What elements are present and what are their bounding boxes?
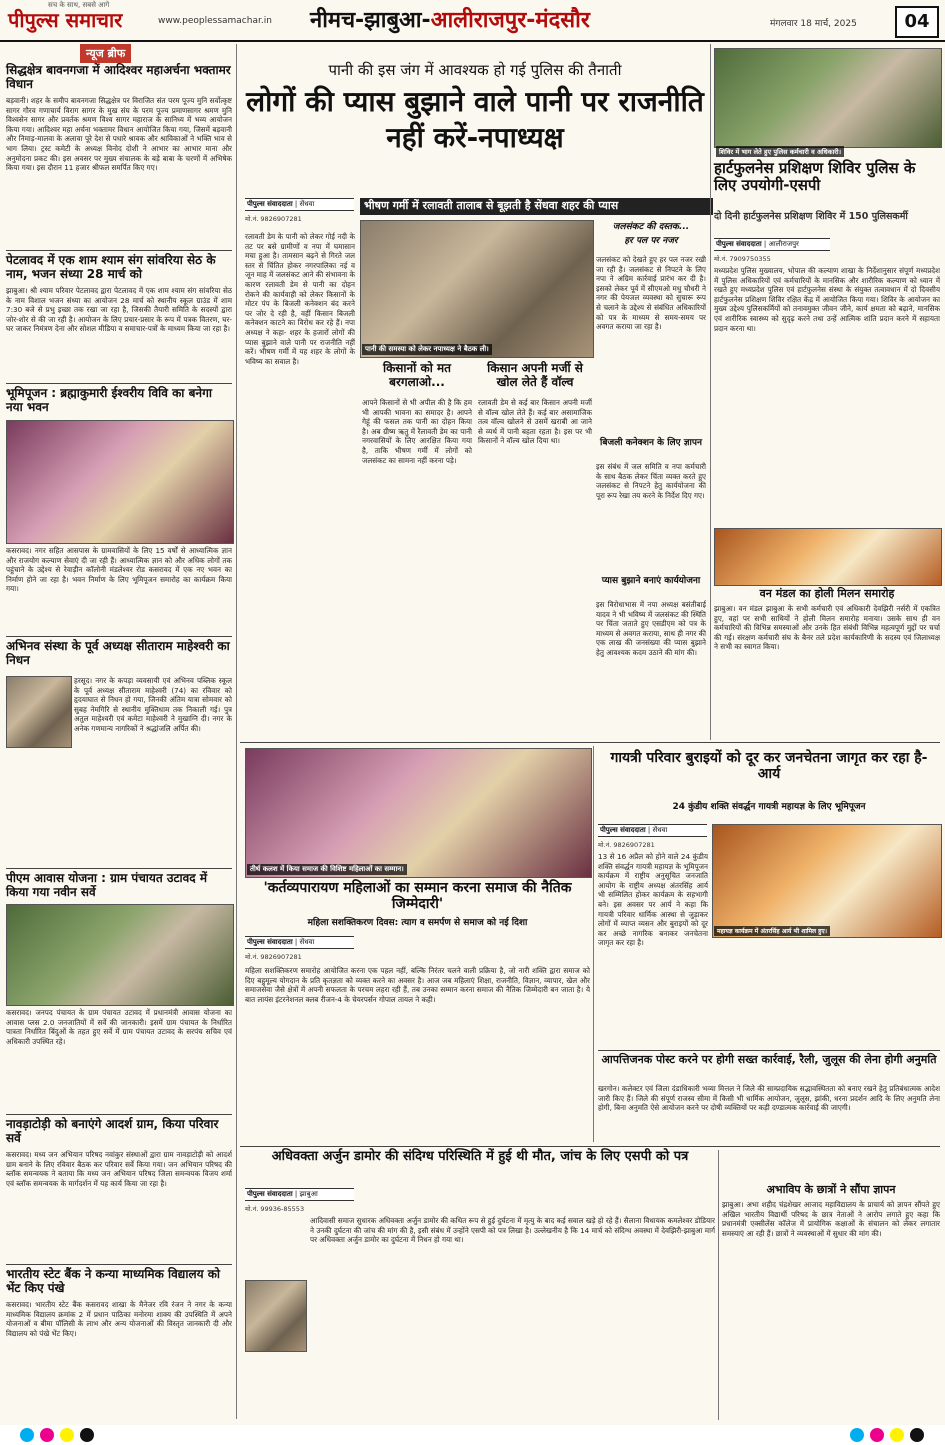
survey-photo	[6, 904, 234, 1006]
column-divider	[236, 44, 237, 1419]
bhumipujan-photo	[6, 420, 234, 544]
brand-tagline: सच के साथ, सबसे आगे	[48, 1, 110, 9]
black-mark	[80, 1428, 94, 1442]
website-url: www.peoplessamachar.in	[158, 16, 272, 26]
box1-body: आपने किसानों से भी अपील की है कि हम भी आपकी भावना का समादर है। आपने गेहूं की फसल तक पानी का दोहन किया है। अब ग्रीष्म ऋतु में रैलावती डेम का पानी नगरवासियों के लिए आरक्षित किया गया है, ताकि भीषण गर्मी में लोगों को जलसंकट का सामना नहीं करना पड़े।	[362, 398, 472, 465]
heartfulness-subhead: दो दिनी हार्टफुलनेस प्रशिक्षण शिविर में 150 पुलिसकर्मी	[714, 211, 908, 222]
black-mark	[910, 1428, 924, 1442]
gayatri-byline-author: पीपुल्स संवाददाता	[600, 826, 646, 834]
divider	[6, 868, 232, 869]
divider	[598, 1050, 940, 1051]
heartfulness-byline: पीपुल्स संवाददाता | आलीराजपुर	[714, 238, 830, 251]
abvp-body: झाबुआ। अभा शहीद चंद्रशेखर आजाद महाविद्यालय के प्राचार्य को ज्ञापन सौंपते हुए अखिल भारतीय विद्यार्थी परिषद के छात्र नेताओं ने आरोप लगाते हुए कहा कि प्रधानमंत्री एक्सीलेंस कॉलेज में प्रायोगिक कक्षाओं के संचालन को लेकर लगातार समस्याएं आ रही हैं। छात्रों ने व्यवस्थाओं में सुधार की मांग की।	[722, 1200, 940, 1238]
lead-subhead: भीषण गर्मी में रलावती तालाब से बूझती है सेंधवा शहर की प्यास	[360, 198, 713, 215]
lawyer-byline-place: झाबुआ	[299, 1190, 318, 1198]
heartfulness-headline: हार्टफुलनेस प्रशिक्षण शिविर पुलिस के लिए उपयोगी-एसपी	[714, 159, 916, 195]
region-title-part2: आलीराजपुर-मंदसौर	[430, 8, 590, 33]
divider	[6, 383, 232, 384]
gayatri-byline-place: सेंधवा	[652, 826, 668, 834]
holi-photo	[714, 528, 942, 586]
divider	[240, 742, 940, 743]
lead-body-b: जलसंकट को देखते हुए हर पल नजर रखी जा रही है। जलसंकट से निपटने के लिए नपा ने अग्रिम कार्रवाई प्रारंभ कर दी है। इसको लेकर पूर्व में सीएमओ मधु चौधरी ने नगर की पेयजल व्यवस्था को सुचारू रूप से चलाने के उद्देश्य से संबंधित अधिकारियों को पत्र के माध्यम से समय-समय पर अवगत कराया जा रहा है।	[596, 255, 706, 332]
brief-3-headline: भूमिपूजन : ब्रह्माकुमारी ईश्वरीय विवि का बनेगा नया भवन	[6, 386, 212, 414]
heartfulness-body: मध्यप्रदेश पुलिस मुख्यालय, भोपाल की कल्याण शाखा के निर्देशानुसार संपूर्ण मध्यप्रदेश में पुलिस अधिकारियों एवं कर्मचारियों के मानसिक और शारीरिक कल्याण को ध्यान में रखते हुए मध्यप्रदेश पुलिस एवं हार्टफुलनेस संस्था के संयुक्त तत्वावधान में दो दिवसीय हार्टफुलनेस प्रशिक्षण शिविर रक्षित केंद्र में आयोजित किया गया। शिविर के आयोजन का मुख्य उद्देश्य पुलिसकर्मियों को तनावमुक्त जीवन जीने, कार्य क्षमता को बढ़ाने, मानसिक एवं शारीरिक स्वास्थ्य को सुदृढ़ करने तथा उन्हें आत्मिक शांति प्रदान करने में सहायता प्रदान करना था।	[714, 266, 940, 333]
lawyer-body: आदिवासी समाज सुधारक अधिवक्ता अर्जुन डामोर की कथित रूप से हुई दुर्घटना में मृत्यु के बाद कई सवाल खड़े हो रहे हैं। सैलाना विधायक कमलेश्वर डोडियार ने उनकी दुर्घटना की जांच की मांग की है, इसी संबंध में उन्होंने एसपी को पत्र लिखा है। उल्लेखनीय है कि 14 मार्च को संदिग्ध अवस्था में देवझिरी-झाबुआ मार्ग पर अधिवक्ता अर्जुन डामोर का दुर्घटना में निधन हो गया था।	[310, 1216, 715, 1245]
cyan-mark	[850, 1428, 864, 1442]
divider	[6, 1114, 232, 1115]
box4-title: प्यास बुझाने बनाएं कार्ययोजना	[601, 576, 701, 586]
brief-4-body: हरसूद। नगर के कपड़ा व्यवसायी एवं अभिनव पब्लिक स्कूल के पूर्व अध्यक्ष सीताराम माहेश्वरी (74) का रविवार को हृदयाघात से निधन हो गया, जिनकी अंतिम यात्रा सोमवार को सुबह नेमगिरि से स्थानीय मुक्तिधाम तक निकाली गई। पुत्र अतुल माहेश्वरी एवं कमेटा माहेश्वरी ने मुखाग्नि दी। नगर के अनेक गणमान्य नागरिकों ने श्रद्धांजलि अर्पित की।	[74, 676, 232, 733]
region-title	[310, 4, 590, 34]
women-byline: पीपुल्स संवाददाता | सेंधवा	[245, 936, 354, 949]
women-subhead: महिला सशक्तिकरण दिवस: त्याग व समर्पण से समाज को नई दिशा	[307, 918, 528, 928]
gayatri-byline: पीपुल्स संवाददाता | सेंधवा	[598, 824, 707, 837]
brief-7-body: कसरावद। भारतीय स्टेट बैंक कसरावद शाखा के मैनेजर रवि रंजन ने नगर के कन्या माध्यमिक विद्यालय क्रमांक 2 में प्रधान पाठिका मनोरमा शाक्य की उपस्थिति में अपने योजनाओं व बीमा पॉलिसी के लाभ और अन्य योजनाओं की विस्तृत जानकारी दी और विद्यालय को पंखे भेंट किए।	[6, 1300, 232, 1338]
lead-headline: लोगों की प्यास बुझाने वाले पानी पर राजनीति नहीं करें-नपाध्यक्ष	[246, 85, 704, 155]
gayatri-photo	[712, 824, 942, 938]
brief-2-headline: पेटलावद में एक शाम श्याम संग सांवरिया सेठ के नाम, भजन संध्या 28 मार्च को	[6, 253, 216, 281]
brief-1-headline: सिद्धक्षेत्र बावनगजा में आदिश्वर महाअर्चना भक्तामर विधान	[6, 63, 231, 91]
yellow-mark	[60, 1428, 74, 1442]
newspaper-logo: पीपुल्स समाचार	[8, 8, 123, 32]
gayatri-photo-caption: महायज्ञ कार्यक्रम में अंतरसिंह आर्य भी शामिल हुए।	[714, 926, 830, 936]
lead-body-a: रलावती डेम के पानी को लेकर गोई नदी के तट पर बसे ग्रामीणों व नपा में घमासान मचा हुआ है। तामसान बढ़ने से गिरते जल स्तर से चिंतित होकर नगरपालिका नई व जून माह में जलसंकट आने की संभावना के कारण रलावती डेम से पानी का दोहन रोकने की कार्यवाही को लेकर किसानों के मोटर पंप के बिजली कनेक्शन बंद करने पर जोर दे रही है, वहीं किसान बिजली कनेक्शन काटने का विरोध कर रहे हैं। नपा अध्यक्ष ने कहा- शहर के हजारों लोगों की प्यास बुझाने वाले पानी पर राजनीति नहीं करें। भीषण गर्मी में यह शहर के लोगों के भविष्य का सवाल है।	[245, 232, 355, 366]
brief-6-headline: नावड़ाटोड़ी को बनाएंगे आदर्श ग्राम, किया परिवार सर्वे	[6, 1117, 219, 1145]
column-divider	[593, 746, 594, 1142]
women-honor-photo	[245, 748, 592, 878]
box2-title: किसान अपनी मर्जी से खोल लेते हैं वॉल्व	[487, 361, 583, 389]
notice-body: खरगोन। कलेक्टर एवं जिला दंडाधिकारी भव्या मित्तल ने जिले की साम्प्रदायिक सद्भावस्थितता को बनाए रखने हेतु प्रतिबंधात्मक आदेश जारी किए हैं। जिले की संपूर्ण राजस्व सीमा में किसी भी धार्मिक आयोजन, जुलूस, झांकी, धरना प्रदर्शन आदि के लिए अनुमति लेना होगी, बिना अनुमति ऐसे आयोजन करने पर दोषी व्यक्तियों पर कड़ी दण्डात्मक कार्रवाई की जाएगी।	[598, 1084, 940, 1113]
notice-headline: आपत्तिजनक पोस्ट करने पर होगी सख्त कार्रवाई, रैली, जुलूस की लेना होगी अनुमति	[601, 1053, 937, 1066]
divider	[6, 250, 232, 251]
women-photo-caption: तीर्थ कलश में किया समाज की विशिष्ट महिलाओं का सम्मान।	[247, 864, 407, 875]
holi-body: झाबुआ। वन मंडल झाबुआ के सभी कर्मचारी एवं अधिकारी देवझिरी नर्सरी में एकत्रित हुए, वहां पर सभी साथियों ने होली मिलन समारोह मनाया। उसके साथ ही वन कर्मचारियों की विभिन्न समस्याओं और उनके हित संबंधी विभिन्न महत्वपूर्ण मुद्दों पर चर्चा की गई। संरक्षण कर्मचारी संघ के बैनर तले प्रदेश कार्यकारिणी के सदस्य एवं जिलाध्यक्ष ने सभी का स्वागत किया।	[714, 604, 940, 652]
heartfulness-byline-author: पीपुल्स संवाददाता	[716, 240, 762, 248]
page-number: 04	[895, 6, 939, 38]
heartfulness-photo	[714, 48, 942, 148]
heartfulness-mobile: मो.नं. 7909750355	[714, 255, 771, 263]
brief-2-body: झाबुआ। श्री श्याम परिवार पेटलावद द्वारा पेटलावद में एक शाम श्याम संग सांवरिया सेठ के नाम विशाल भजन संध्या का आयोजन 28 मार्च को स्थानीय स्कूल ग्राउंड में शाम 7:30 बजे से प्रभु इच्छा तक रखा जा रहा है, जिसकी तैयारी समिति के सदस्यों द्वारा जोर-शोर से की जा रही है। आयोजन के लिए प्रचार-प्रसार के रूप में पत्रक वितरण, घर-घर जाकर निमंत्रण देना और सोशल मीडिया व समाचार-पत्रों के माध्यम किया जा रहा है।	[6, 286, 232, 334]
divider	[6, 636, 232, 637]
obituary-portrait	[6, 676, 72, 748]
magenta-mark	[40, 1428, 54, 1442]
lawyer-mobile: मो.नं. 99936-85553	[245, 1205, 305, 1213]
gayatri-body: 13 से 16 अप्रैल को होने वाले 24 कुंडीय शक्ति संवर्द्धन गायत्री महायज्ञ के भूमिपूजन कार्यक्रम में राष्ट्रीय अनुसूचित जनजाति आयोग के राष्ट्रीय अध्यक्ष अंतरसिंह आर्य भी सम्मिलित होकर कार्यक्रम के सहभागी बने। इस अवसर पर आर्य ने कहा कि गायत्री परिवार धार्मिक आस्था से जुड़ाकर लोगों में व्याप्त व्यसन और बुराइयों को दूर कर अच्छे नागरिक बनाकर जनचेतना जागृत कर रहा है।	[598, 852, 708, 948]
women-byline-author: पीपुल्स संवाददाता	[247, 938, 293, 946]
lawyer-byline-author: पीपुल्स संवाददाता	[247, 1190, 293, 1198]
lead-meeting-photo	[360, 220, 594, 358]
news-brief-label: न्यूज ब्रीफ	[80, 44, 131, 63]
box3-body: इस संबंध में जल समिति व नपा कर्मचारी के साथ बैठक लेकर चिंता व्यक्त करते हुए जलसंकट से निपटने हेतु कार्ययोजना की पूरा रूप रेखा तय करने के निर्देश दिए गए।	[596, 462, 706, 500]
women-body: महिला सशक्तिकरण समारोह आयोजित करना एक पहल नहीं, बल्कि निरंतर चलने वाली प्रक्रिया है, जो नारी शक्ति द्वारा समाज को दिए बहुमूल्य योगदान के प्रति कृतज्ञता को व्यक्त करने का अवसर है। आज जब महिलाएं शिक्षा, राजनीति, विज्ञान, व्यापार, खेल और समाजसेवा जैसे क्षेत्रों में अपनी सफलता के परचम लहरा रही हैं, तब उनका सम्मान करना समाज की नैतिक जिम्मेदारी बन जाता है। ये बात लायंस इंटरनेशनल क्लब रीजन-4 के चेयरपर्सन गोपाल तायल ने कही।	[245, 966, 590, 1004]
column-divider	[718, 1150, 719, 1420]
holi-headline: वन मंडल का होली मिलन समारोह	[759, 587, 895, 600]
brief-3-body: कसरावद। नगर सहित आसपास के ग्रामवासियों के लिए 15 वर्षों से आध्यात्मिक ज्ञान और राजयोग कल्याण सेवाएं दी जा रही हैं। आध्यात्मिक ज्ञान को और अधिक लोगों तक पहुंचाने के उद्देश्य से रेवाड़ीन कॉलोनी मंडलेश्वर रोड कसरावद में एक नए भवन का निर्माण होने जा रहा है। भवन निर्माण के लिए भूमिपूजन समारोह का कार्यक्रम किया गया।	[6, 546, 232, 594]
issue-date: मंगलवार 18 मार्च, 2025	[770, 19, 857, 29]
cyan-mark	[20, 1428, 34, 1442]
heartfulness-byline-place: आलीराजपुर	[768, 240, 799, 248]
women-byline-place: सेंधवा	[299, 938, 315, 946]
brief-5-body: कसरावद। जनपद पंचायत के ग्राम पंचायत उटावद में प्रधानमंत्री आवास योजना का आवास प्लस 2.0 जनजातियों में सर्वे की जानकारी। इसमें ग्राम पंचायत के निर्धारित पात्रता निर्धारित बिंदुओं के तहत हुए सर्वे में ग्राम पंचायत उटावद के सरपंच सचिव एवं अधिकारी उपस्थित रहे।	[6, 1008, 232, 1046]
women-headline: 'कर्तव्यपारायण महिलाओं का सम्मान करना समाज की नैतिक जिम्मेदारी'	[263, 880, 572, 913]
lead-side-note-1: जलसंकट की दस्तक...	[612, 222, 690, 232]
box4-body: इस विरोधाभास में नपा अध्यक्ष बसंतीबाई यादव ने भी भविष्य में जलसंकट की स्थिति पर चिंता जताते हुए एसडीएम को पत्र के माध्यम से अवगत कराया, साथ ही नगर की एक लाख की जनसंख्या की प्यास बुझाने हेतु आवश्यक कदम उठाने की मांग की।	[596, 600, 706, 657]
region-title-part1: नीमच-झाबुआ-	[310, 8, 431, 33]
lead-mobile: मो.नं. 9826907281	[245, 215, 302, 223]
lead-byline: पीपुल्स संवाददाता | सेंधवा	[245, 198, 354, 211]
lead-kicker: पानी की इस जंग में आवश्यक हो गई पुलिस की तैनाती	[328, 61, 622, 79]
brief-1-body: बड़वानी। शहर के समीप बावनगजा सिद्धक्षेत्र पर विराजित संत परम पूज्य मुनि सर्वोत्कृष्ट सागर गौरव गणाचार्य विराग सागर के मुख संघ के परम पूज्य प्रमाणसागर श्रमण मुनि विश्वसेन सागर और प्रवर्तक श्रमण विश्व सागर महाराज के सानिध्य में भव्य आयोजन किया गया। आदिश्वर महा अर्चना भक्तामर विधान आयोजित किया गया, जिसमें बड़वानी और निमाड़-मालवा के अलावा पूरे देश से पधारे श्रावक और श्राविकाओं ने भक्ति भाव से भाग लिया। ट्रस्ट कमेटी के अध्यक्ष विनोद दोशी ने आभार का आभार माना और अनुमोदना प्रकट की। इस अवसर पर मुख्य संचालक के बड़े बाबा के चरणों में अभिषेक किया गया। इस दौरान 11 हजार श्रीफल समर्पित किए गए।	[6, 96, 232, 173]
box3-title: बिजली कनेक्शन के लिए ज्ञापन	[600, 438, 702, 448]
heartfulness-photo-caption: शिविर में भाग लेते हुए पुलिस कर्मचारी व अधिकारी।	[716, 146, 844, 157]
brief-5-headline: पीएम आवास योजना : ग्राम पंचायत उटावद में किया गया नवीन सर्वे	[6, 871, 208, 899]
print-color-bar	[0, 1425, 945, 1445]
divider	[240, 1146, 940, 1147]
lead-byline-author: पीपुल्स संवाददाता	[247, 200, 293, 208]
gayatri-mobile: मो.नं. 9826907281	[598, 841, 655, 849]
lawyer-byline: पीपुल्स संवाददाता | झाबुआ	[245, 1188, 354, 1201]
gayatri-subhead: 24 कुंडीय शक्ति संवर्द्धन गायत्री महायज्ञ के लिए भूमिपूजन	[672, 802, 866, 812]
lead-byline-place: सेंधवा	[299, 200, 315, 208]
yellow-mark	[890, 1428, 904, 1442]
brief-6-body: कसरावद। मध्य जन अभियान परिषद नवांकुर संस्थाओं द्वारा ग्राम नावड़ाटोड़ी को आदर्श ग्राम बनाने के लिए रविवार बैठक कर परिवार सर्वे किया गया। जन अभियान परिषद की ब्लॉक समन्वयक ने बताया कि मध्य जन अभियान परिषद जिला समन्वयक विजय शर्मा एवं ब्लॉक समन्वयक के मार्गदर्शन में यह कार्य किया जा रहा है।	[6, 1150, 232, 1188]
box2-body: रलावती डेम से कई बार किसान अपनी मर्जी से वॉल्व खोल लेते हैं। कई बार असामाजिक तत्व वॉल्व खोलने से उसमें खराबी आ जाने से व्यर्थ में पानी बहता रहता है। इस पर भी किसानों ने वॉल्व खोल दिया था।	[478, 398, 592, 446]
column-divider	[710, 44, 711, 740]
box1-title: किसानों को मत बरगलाओ...	[382, 361, 451, 389]
divider	[6, 1264, 232, 1265]
gayatri-headline: गायत्री परिवार बुराइयों को दूर कर जनचेतना जागृत कर रहा है- आर्य	[610, 750, 928, 783]
brief-7-headline: भारतीय स्टेट बैंक ने कन्या माध्यमिक विद्यालय को भेंट किए पंखे	[6, 1267, 221, 1295]
lead-side-note-2: हर पल पर नजर	[624, 236, 678, 246]
women-mobile: मो.नं. 9826907281	[245, 953, 302, 961]
lawyer-headline: अधिवक्ता अर्जुन डामोर की संदिग्ध परिस्थिति में हुई थी मौत, जांच के लिए एसपी को पत्र	[271, 1149, 689, 1164]
brief-4-headline: अभिनव संस्था के पूर्व अध्यक्ष सीताराम माहेश्वरी का निधन	[6, 639, 230, 667]
lawyer-portrait	[245, 1280, 307, 1352]
abvp-headline: अभाविप के छात्रों ने सौंपा ज्ञापन	[766, 1183, 896, 1196]
lead-photo-caption: पानी की समस्या को लेकर नपाध्यक्ष ने बैठक ली।	[362, 344, 492, 355]
magenta-mark	[870, 1428, 884, 1442]
